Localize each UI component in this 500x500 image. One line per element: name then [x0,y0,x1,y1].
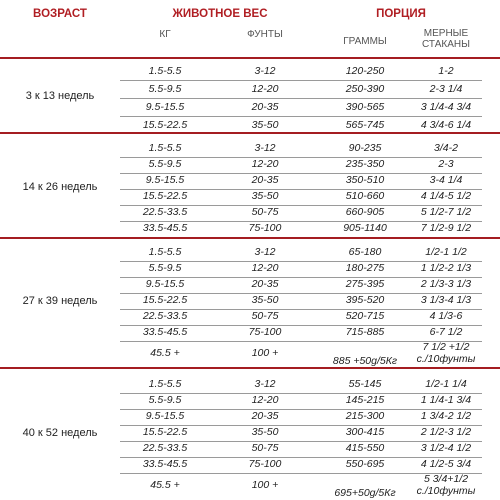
divider [0,237,500,239]
cell-cups: 4 1/2-5 3/4 [420,458,472,470]
cell-kg: 45.5 + [150,479,180,491]
cell-cups-line2: с./10фунты [416,353,476,365]
cell-grams: 415-550 [345,442,385,454]
cell-lb: 50-75 [251,442,279,454]
cell-grams: 350-510 [345,174,385,186]
cell-kg: 1.5-5.5 [148,142,182,154]
cell-cups: 2 1/3-3 1/3 [420,278,472,290]
cell-cups: 3 1/2-4 1/2 [420,442,472,454]
table-row [120,219,482,237]
cell-cups: 5 1/2-7 1/2 [420,206,472,218]
cell-cups: 6-7 1/2 [429,326,463,338]
cell-grams: 905-1140 [343,222,387,234]
cell-lb: 35-50 [251,294,279,306]
header-cups-line1: МЕРНЫЕ [423,28,469,39]
cell-lb: 20-35 [251,410,279,422]
cell-kg: 9.5-15.5 [145,174,185,186]
cell-kg: 22.5-33.5 [142,310,188,322]
cell-cups: 7 1/2-9 1/2 [420,222,472,234]
cell-lb: 75-100 [248,222,282,234]
cell-lb: 3-12 [254,142,276,154]
cell-kg: 9.5-15.5 [145,101,185,113]
cell-cups: 2-3 [438,158,454,170]
cell-cups: 3/4-2 [434,142,458,154]
cell-cups: 4 3/4-6 1/4 [420,119,472,131]
cell-cups [410,339,482,367]
cell-grams: 275-395 [345,278,385,290]
cell-grams: 715-885 [345,326,385,338]
divider [0,367,500,369]
cell-kg: 33.5-45.5 [142,222,188,234]
header-cups-line2: СТАКАНЫ [422,39,470,50]
cell-grams: 235-350 [345,158,385,170]
cell-grams: 180-275 [345,262,385,274]
cell-lb: 35-50 [251,426,279,438]
header-kg: КГ [159,29,171,40]
cell-kg: 9.5-15.5 [145,410,185,422]
header-age: ВОЗРАСТ [33,8,87,20]
cell-kg: 33.5-45.5 [142,326,188,338]
cell-lb: 100 + [251,479,279,491]
cell-grams: 55-145 [348,378,382,390]
cell-cups: 1/2-1 1/4 [425,378,467,390]
cell-cups: 1 1/2-2 1/3 [420,262,472,274]
cell-cups: 1/2-1 1/2 [425,246,467,258]
cell-grams: 300-415 [345,426,385,438]
cell-lb: 50-75 [251,310,279,322]
cell-kg: 22.5-33.5 [142,442,188,454]
cell-grams: 145-215 [345,394,385,406]
cell-grams: 885 +50g/5Кг [332,355,398,367]
table-row [120,471,482,499]
cell-lb: 35-50 [251,190,279,202]
cell-kg: 1.5-5.5 [148,65,182,77]
cell-cups: 1 3/4-2 1/2 [420,410,472,422]
age-label: 40 к 52 недель [22,427,98,439]
cell-lb: 3-12 [254,65,276,77]
cell-lb: 20-35 [251,101,279,113]
cell-lb: 75-100 [248,326,282,338]
cell-cups: 2-3 1/4 [429,83,463,95]
cell-cups [410,471,482,499]
table-row [120,339,482,367]
cell-grams: 390-565 [345,101,385,113]
cell-grams: 215-300 [345,410,385,422]
cell-kg: 15.5-22.5 [142,190,188,202]
cell-grams: 90-235 [348,142,382,154]
header-grams: ГРАММЫ [343,36,387,47]
cell-lb: 3-12 [254,378,276,390]
cell-kg: 5.5-9.5 [148,158,182,170]
cell-lb: 75-100 [248,458,282,470]
header-portion: ПОРЦИЯ [376,8,426,20]
cell-kg: 1.5-5.5 [148,246,182,258]
cell-lb: 35-50 [251,119,279,131]
cell-grams: 565-745 [345,119,385,131]
cell-grams: 510-660 [345,190,385,202]
age-label: 3 к 13 недель [25,90,95,102]
cell-kg: 15.5-22.5 [142,426,188,438]
header-lb: ФУНТЫ [247,29,283,40]
cell-kg: 9.5-15.5 [145,278,185,290]
cell-cups: 3-4 1/4 [429,174,463,186]
header-cups [410,28,482,50]
cell-lb: 20-35 [251,278,279,290]
cell-cups: 1-2 [438,65,454,77]
cell-cups-line1: 5 3/4+1/2 [423,473,469,485]
cell-cups: 4 1/4-5 1/2 [420,190,472,202]
header-animal-weight: ЖИВОТНОЕ ВЕС [172,8,268,20]
cell-grams: 250-390 [345,83,385,95]
cell-kg: 5.5-9.5 [148,394,182,406]
cell-grams: 695+50g/5Кг [334,487,396,499]
cell-cups: 3 1/4-4 3/4 [420,101,472,113]
table-row [120,116,482,134]
cell-lb: 12-20 [251,83,279,95]
cell-kg: 15.5-22.5 [142,119,188,131]
table-row [120,80,482,99]
cell-lb: 12-20 [251,262,279,274]
cell-lb: 100 + [251,347,279,359]
age-label: 14 к 26 недель [22,181,98,193]
cell-cups: 3 1/3-4 1/3 [420,294,472,306]
cell-kg: 1.5-5.5 [148,378,182,390]
cell-grams: 395-520 [345,294,385,306]
cell-grams: 660-905 [345,206,385,218]
cell-cups: 1 1/4-1 3/4 [420,394,472,406]
cell-lb: 12-20 [251,394,279,406]
cell-kg: 33.5-45.5 [142,458,188,470]
table-row [120,62,482,81]
cell-cups: 2 1/2-3 1/2 [420,426,472,438]
cell-grams: 550-695 [345,458,385,470]
cell-cups: 4 1/3-6 [429,310,463,322]
cell-kg: 5.5-9.5 [148,262,182,274]
cell-lb: 3-12 [254,246,276,258]
cell-grams: 520-715 [345,310,385,322]
cell-kg: 22.5-33.5 [142,206,188,218]
cell-cups-line1: 7 1/2 +1/2 [422,341,470,353]
cell-lb: 12-20 [251,158,279,170]
cell-kg: 5.5-9.5 [148,83,182,95]
cell-lb: 50-75 [251,206,279,218]
cell-kg: 45.5 + [150,347,180,359]
cell-cups-line2: с./10фунты [416,485,476,497]
cell-lb: 20-35 [251,174,279,186]
divider [0,57,500,59]
age-label: 27 к 39 недель [22,295,98,307]
table-row [120,98,482,117]
cell-grams: 120-250 [345,65,385,77]
cell-kg: 15.5-22.5 [142,294,188,306]
cell-grams: 65-180 [348,246,382,258]
